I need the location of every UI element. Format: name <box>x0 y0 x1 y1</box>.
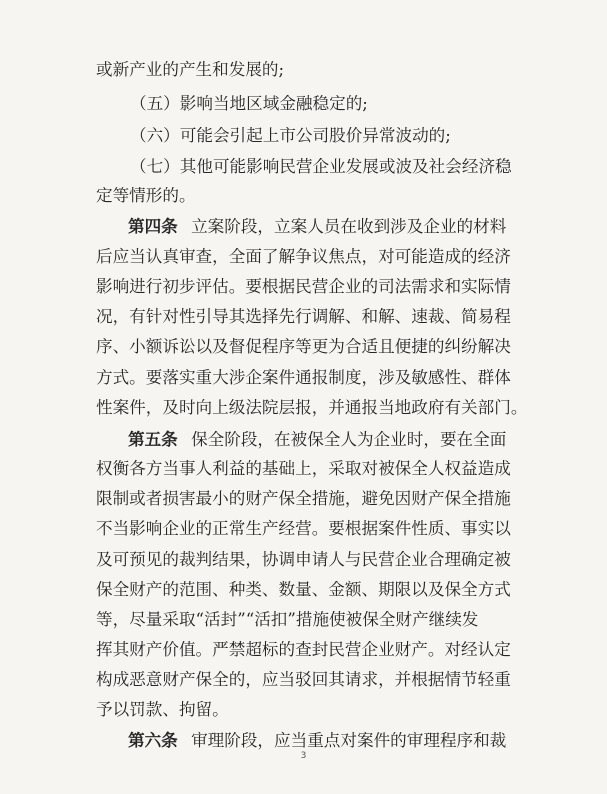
article-6-first-line <box>0 728 607 753</box>
line-text: 等，尽量采取“活封”“活扣”措施使被保全财产继续发 <box>96 610 479 629</box>
article-heading: 第六条 <box>128 730 178 750</box>
line-text: 构成恶意财产保全的，应当驳回其请求，并根据情节轻重 <box>96 670 511 689</box>
line-text: 保全阶段，在被保全人为企业时，要在全面 <box>191 430 507 449</box>
list-item-7-cont <box>0 184 607 208</box>
paragraph-line <box>0 58 607 82</box>
list-item-7 <box>0 155 607 179</box>
article-5-line <box>0 457 607 481</box>
article-5-line <box>0 608 607 632</box>
article-4-first-line <box>0 214 607 239</box>
article-heading: 第四条 <box>128 216 178 236</box>
line-text: 定等情形的。 <box>96 186 196 205</box>
article-5-line <box>0 578 607 602</box>
line-text: 性案件，及时向上级法院层报，并通报当地政府有关部门。 <box>96 398 528 417</box>
article-4-line <box>0 275 607 299</box>
line-text: 方式。要落实重大涉企案件通报制度，涉及敏感性、群体 <box>96 368 511 387</box>
line-text: 保全财产的范围、种类、数量、金额、期限以及保全方式 <box>96 580 511 599</box>
line-text: （五）影响当地区域金融稳定的; <box>130 94 368 113</box>
article-heading: 第五条 <box>128 429 178 449</box>
line-text: 限制或者损害最小的财产保全措施，避免因财产保全措施 <box>96 489 511 508</box>
line-text: （七）其他可能影响民营企业发展或波及社会经济稳 <box>130 157 512 176</box>
article-4-line <box>0 396 607 420</box>
article-5-line <box>0 517 607 541</box>
article-4-line <box>0 366 607 390</box>
list-item-6 <box>0 124 607 148</box>
article-4-line <box>0 335 607 359</box>
article-5-line <box>0 638 607 662</box>
article-4-line <box>0 305 607 329</box>
line-text: 权衡各方当事人利益的基础上，采取对被保全人权益造成 <box>96 459 511 478</box>
line-text: 审理阶段，应当重点对案件的审理程序和裁 <box>191 731 507 750</box>
line-text: （六）可能会引起上市公司股价异常波动的; <box>130 126 451 145</box>
line-text: 挥其财产价值。严禁超标的查封民营企业财产。对经认定 <box>96 640 511 659</box>
line-text: 或新产业的产生和发展的; <box>96 60 285 79</box>
article-5-line <box>0 698 607 722</box>
line-text: 后应当认真审查，全面了解争议焦点，对可能造成的经济 <box>96 247 511 266</box>
line-text: 况，有针对性引导其选择先行调解、和解、速裁、简易程 <box>96 307 511 326</box>
line-text: 及可预见的裁判结果，协调申请人与民营企业合理确定被 <box>96 550 511 569</box>
article-5-line <box>0 548 607 572</box>
article-5-first-line <box>0 427 607 452</box>
line-text: 影响进行初步评估。要根据民营企业的司法需求和实际情 <box>96 277 511 296</box>
line-text: 予以罚款、拘留。 <box>96 700 229 719</box>
page-number: 3 <box>300 751 307 761</box>
list-item-5 <box>0 92 607 116</box>
line-text: 立案阶段，立案人员在收到涉及企业的材料 <box>191 217 507 236</box>
article-4-line <box>0 245 607 269</box>
line-text: 不当影响企业的正常生产经营。要根据案件性质、事实以 <box>96 519 511 538</box>
article-5-line <box>0 487 607 511</box>
line-text: 序、小额诉讼以及督促程序等更为合适且便捷的纠纷解决 <box>96 337 511 356</box>
article-5-line <box>0 668 607 692</box>
